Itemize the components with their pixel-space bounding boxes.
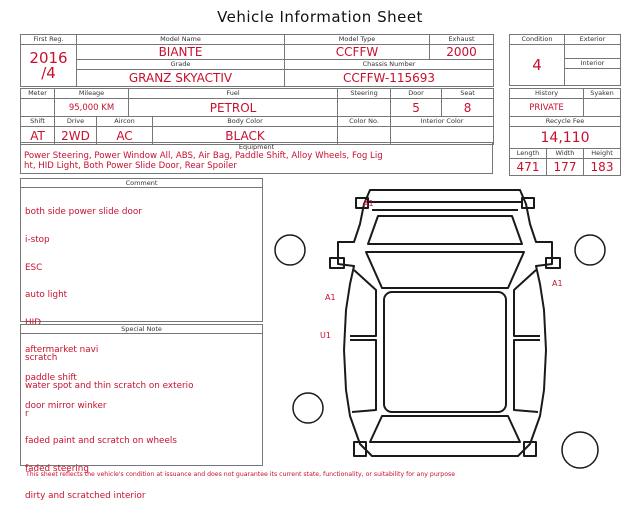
- right-side-rear: [514, 340, 540, 412]
- special-note-line: water spot and thin scratch on exterio: [25, 381, 194, 392]
- equipment-line: ht, HID Light, Both Power Slide Door, Rear Spoiler: [24, 160, 237, 171]
- special-note-line: r: [25, 408, 29, 419]
- body-color-label: Body Color: [153, 117, 338, 127]
- roof: [384, 292, 506, 412]
- left-side-front: [350, 270, 376, 336]
- left-side-rear: [350, 340, 376, 412]
- first-reg-year: 2016: [29, 48, 68, 67]
- special-note-line: faded paint and scratch on wheels: [25, 436, 177, 447]
- exterior-value: [565, 45, 621, 59]
- special-note-label: Special Note: [21, 325, 262, 334]
- color-no-label: Color No.: [338, 117, 391, 127]
- comment-line: aftermarket navi: [25, 345, 99, 356]
- exterior-label: Exterior: [565, 35, 621, 45]
- damage-mark-left-lower: U1: [320, 331, 331, 340]
- recycle-fee-value: 14,110: [510, 127, 621, 149]
- fuel-value: PETROL: [129, 99, 338, 117]
- sheet-title: Vehicle Information Sheet: [217, 8, 423, 26]
- damage-mark-front: A1: [363, 199, 374, 208]
- equipment-line: Power Steering, Power Window All, ABS, Air Bag, Paddle Shift, Alloy Wheels, Fog Lig: [24, 151, 383, 161]
- aircon-label: Aircon: [97, 117, 153, 127]
- special-note-line: dirty and scratched interior: [25, 491, 146, 502]
- first-reg-month: /4: [41, 63, 56, 82]
- equipment-box: [20, 142, 493, 174]
- seat-label: Seat: [442, 89, 494, 99]
- recycle-fee-label: Recycle Fee: [510, 117, 621, 127]
- interior-label: Interior: [565, 59, 621, 69]
- model-type-value: CCFFW: [285, 45, 430, 60]
- special-note-line: scratch: [25, 353, 58, 364]
- width-label: Width: [547, 149, 584, 159]
- mileage-value: 95,000 KM: [55, 99, 129, 117]
- condition-label: Condition: [510, 35, 565, 45]
- grade-label: Grade: [77, 60, 285, 70]
- rear-window: [370, 416, 520, 442]
- comment-line: both side power slide door: [25, 207, 142, 218]
- interior-color-label: Interior Color: [391, 117, 494, 127]
- aircon-value: AC: [97, 127, 153, 145]
- info-table-middle: [20, 88, 494, 145]
- height-value: 183: [584, 159, 621, 176]
- interior-value: [565, 69, 621, 86]
- first-reg-label: First Reg.: [21, 35, 77, 45]
- wheel-front-left: [275, 235, 305, 265]
- door-label: Door: [391, 89, 442, 99]
- steering-label: Steering: [338, 89, 391, 99]
- special-note-text: [21, 334, 262, 520]
- meter-value: [21, 99, 55, 117]
- width-value: 177: [547, 159, 584, 176]
- model-name-value: BIANTE: [77, 45, 285, 60]
- fuel-label: Fuel: [129, 89, 338, 99]
- syaken-value: [584, 99, 621, 117]
- height-label: Height: [584, 149, 621, 159]
- model-name-label: Model Name: [77, 35, 285, 45]
- shift-label: Shift: [21, 117, 55, 127]
- grade-value: GRANZ SKYACTIV: [77, 70, 285, 87]
- info-table-top: [20, 34, 494, 87]
- steering-value: [338, 99, 391, 117]
- right-side-front: [514, 270, 540, 336]
- wheel-front-right: [575, 235, 605, 265]
- history-label: History: [510, 89, 584, 99]
- body-color-value: BLACK: [153, 127, 338, 145]
- damage-mark-left-side: A1: [325, 293, 336, 302]
- shift-value: AT: [21, 127, 55, 145]
- comment-label: Comment: [21, 179, 262, 188]
- condition-table: [509, 34, 621, 86]
- drive-value: 2WD: [55, 127, 97, 145]
- comment-line: HID: [25, 317, 41, 328]
- comment-line: i-stop: [25, 235, 50, 246]
- footer-disclaimer: This sheet reflects the vehicle's condition at issuance and does not guarantee its current state, functionality, or suitability for any purpose: [26, 471, 456, 478]
- seat-value: 8: [442, 99, 494, 117]
- windshield: [366, 252, 524, 288]
- history-value: PRIVATE: [510, 99, 584, 117]
- equipment-label: Equipment: [238, 143, 275, 151]
- syaken-label: Syaken: [584, 89, 621, 99]
- condition-value: 4: [510, 45, 565, 86]
- exhaust-value: 2000: [430, 45, 494, 60]
- drive-label: Drive: [55, 117, 97, 127]
- damage-mark-right-side: A1: [552, 279, 563, 288]
- equipment-text: [21, 152, 492, 171]
- special-note-line: faded steering: [25, 463, 89, 474]
- car-damage-diagram: [268, 180, 624, 470]
- wheel-spare: [562, 432, 598, 468]
- exhaust-label: Exhaust: [430, 35, 494, 45]
- first-reg-value: [21, 45, 77, 87]
- chassis-number-label: Chassis Number: [285, 60, 494, 70]
- mileage-label: Mileage: [55, 89, 129, 99]
- wheel-rear-left: [293, 393, 323, 423]
- chassis-number-value: CCFFW-115693: [285, 70, 494, 87]
- model-type-label: Model Type: [285, 35, 430, 45]
- length-value: 471: [510, 159, 547, 176]
- comment-line: door mirror winker: [25, 400, 107, 411]
- length-label: Length: [510, 149, 547, 159]
- door-value: 5: [391, 99, 442, 117]
- hood: [368, 216, 522, 244]
- history-table: [509, 88, 621, 176]
- comment-line: auto light: [25, 290, 68, 301]
- comment-line: ESC: [25, 262, 43, 273]
- comment-line: paddle shift: [25, 373, 77, 384]
- meter-label: Meter: [21, 89, 55, 99]
